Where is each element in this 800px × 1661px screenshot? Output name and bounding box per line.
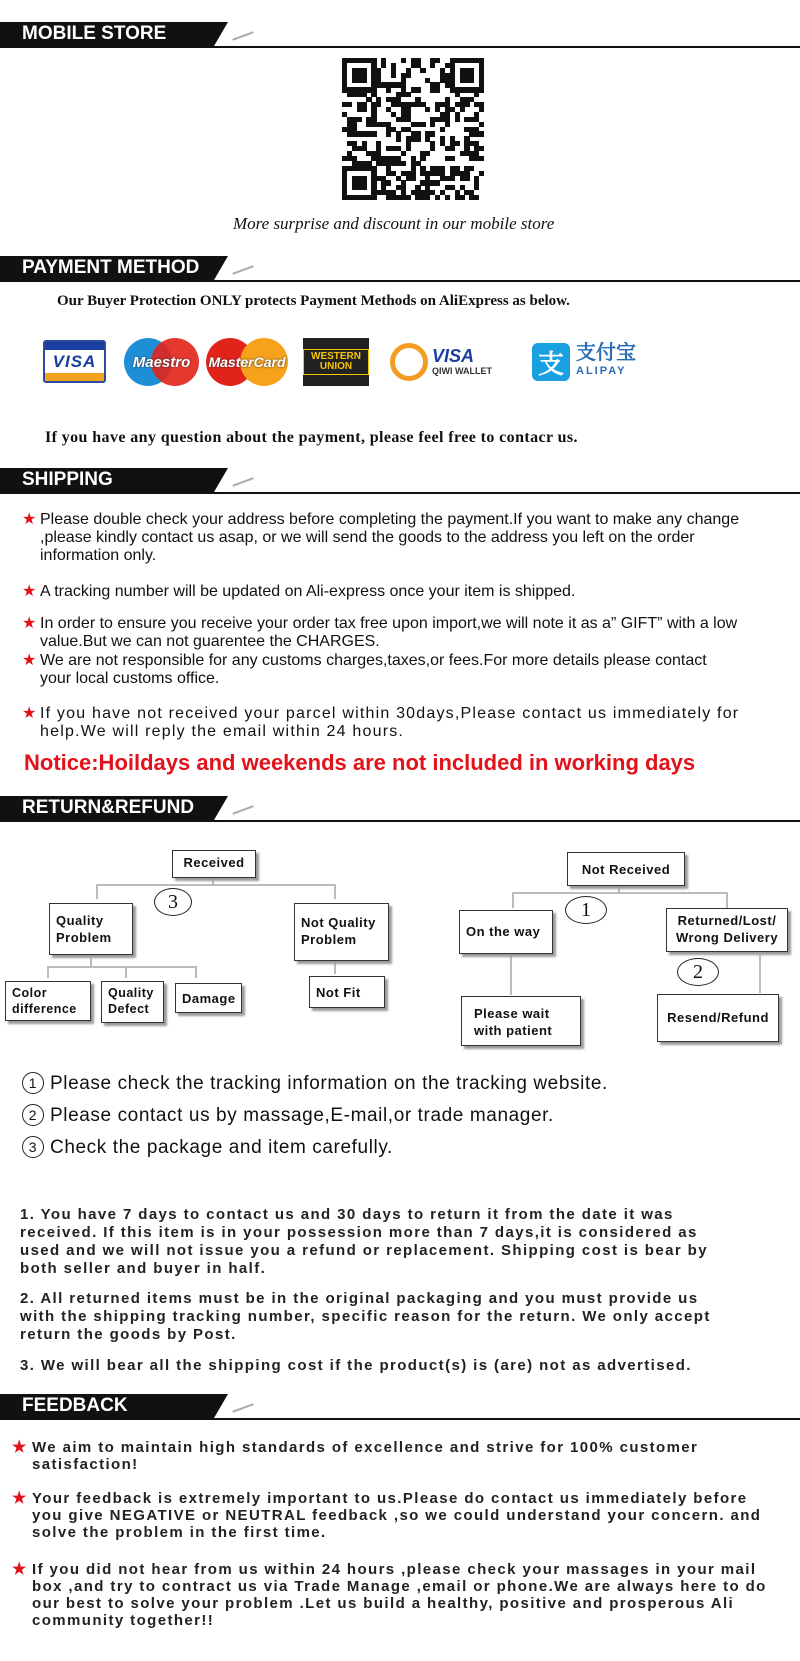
- qiwi-visa-text: VISA: [432, 346, 475, 366]
- alipay-cn-text: 支付宝: [576, 342, 636, 364]
- alipay-en-text: ALIPAY: [576, 365, 627, 377]
- shipping-item: ★ A tracking number will be updated on Ali-express once your item is shipped.: [22, 583, 576, 600]
- shipping-item: ★ If you have not received your parcel within 30days,Please contact us immediately for help.We will reply the email within 24 hours.: [22, 705, 740, 740]
- section-title: FEEDBACK: [0, 1394, 214, 1418]
- section-title: SHIPPING: [0, 468, 214, 492]
- section-header-return-refund: [0, 796, 800, 826]
- flow-damage: Damage: [175, 983, 242, 1013]
- flow-step-1: 1: [565, 896, 607, 924]
- western-union-logo-text: WESTERN UNION: [303, 349, 369, 375]
- flow-returned-lost: Returned/Lost/ Wrong Delivery: [666, 908, 788, 952]
- shipping-item: ★ We are not responsible for any customs charges,taxes,or fees.For more details please contact your local customs office.: [22, 652, 707, 687]
- star-icon: ★: [22, 652, 37, 669]
- star-icon: ★: [12, 1490, 28, 1507]
- section-title: MOBILE STORE: [0, 22, 214, 46]
- return-term: 3. We will bear all the shipping cost if the product(s) is (are) not as advertised.: [20, 1357, 692, 1374]
- star-icon: ★: [22, 511, 37, 528]
- payment-intro: Our Buyer Protection ONLY protects Payment Methods on AliExpress as below.: [57, 293, 570, 309]
- flow-step-2: 2: [677, 958, 719, 986]
- flow-resend-refund: Resend/Refund: [657, 994, 779, 1042]
- section-header-shipping: [0, 468, 800, 498]
- flow-quality-defect: Quality Defect: [101, 981, 164, 1023]
- circled-number: 2: [22, 1104, 44, 1126]
- mastercard-logo: [206, 338, 288, 386]
- step-item: 1 Please check the tracking information on the tracking website.: [22, 1072, 608, 1095]
- flow-please-wait: Please wait with patient: [461, 996, 581, 1046]
- flow-not-fit: Not Fit: [309, 976, 385, 1008]
- section-header-mobile-store: [0, 22, 800, 52]
- mastercard-logo-text: MasterCard: [208, 354, 286, 370]
- star-icon: ★: [22, 583, 37, 600]
- alipay-logo: [532, 340, 647, 384]
- visa-logo-text: VISA: [52, 351, 97, 371]
- western-union-logo: [303, 338, 369, 386]
- shipping-item: ★ Please double check your address before completing the payment.If you want to make any change ,please kindly contact us asap, or we will send the goods to the address you left on the order information only.: [22, 511, 740, 564]
- flow-not-received: Not Received: [567, 852, 685, 886]
- flow-color-difference: Color difference: [5, 981, 91, 1021]
- flow-step-3: 3: [154, 888, 192, 916]
- return-term: 2. All returned items must be in the original packaging and you must provide us with the shipping tracking number, specific reason for the return. We only accept return the goods by Post.: [20, 1290, 711, 1343]
- qr-code[interactable]: [342, 58, 484, 200]
- star-icon: ★: [12, 1439, 28, 1456]
- qiwi-wallet-logo: [390, 338, 510, 386]
- circled-number: 3: [22, 1136, 44, 1158]
- star-icon: ★: [12, 1561, 28, 1578]
- section-header-feedback: [0, 1394, 800, 1424]
- feedback-item: ★ Your feedback is extremely important to us.Please do contact us immediately before you give NEGATIVE or NEUTRAL feedback ,so we could understand your concern. and solve the problem in the first time.: [12, 1490, 762, 1541]
- holiday-notice: Notice:Hoildays and weekends are not included in working days: [24, 750, 696, 775]
- star-icon: ★: [22, 615, 37, 632]
- feedback-item: ★ If you did not hear from us within 24 hours ,please check your massages in your mail box ,and try to contract us via Trade Manage ,email or phone.We are always here to do our best to solve your problem .Let us build a healthy, positive and prosperous Ali community together!!: [12, 1561, 767, 1629]
- return-term: 1. You have 7 days to contact us and 30 days to return it from the date it was received. If this item is in your possession more than 7 days,it is considered as used and we will not issue you a refund or replacement. Shipping cost is bear by both seller and buyer in half.: [20, 1206, 708, 1277]
- step-item: 3 Check the package and item carefully.: [22, 1136, 393, 1159]
- alipay-icon: 支: [532, 343, 570, 381]
- shipping-item: ★ In order to ensure you receive your order tax free upon import,we will note it as a” GIFT” with a low value.But we can not guarentee the CHARGES.: [22, 615, 738, 650]
- maestro-logo-text: Maestro: [132, 353, 191, 371]
- section-header-payment-method: [0, 256, 800, 286]
- section-title: PAYMENT METHOD: [0, 256, 214, 280]
- qiwi-wallet-text: QIWI WALLET: [432, 366, 492, 376]
- payment-question: If you have any question about the payment, please feel free to contacr us.: [45, 429, 578, 446]
- mobile-store-caption: More surprise and discount in our mobile store: [233, 214, 555, 233]
- flow-on-the-way: On the way: [459, 910, 553, 954]
- flow-received: Received: [172, 850, 256, 878]
- star-icon: ★: [22, 705, 38, 722]
- feedback-item: ★ We aim to maintain high standards of excellence and strive for 100% customer satisfaction!: [12, 1439, 699, 1473]
- flow-not-quality-problem: Not Quality Problem: [294, 903, 389, 961]
- circled-number: 1: [22, 1072, 44, 1094]
- flow-quality-problem: Quality Problem: [49, 903, 133, 955]
- step-item: 2 Please contact us by massage,E-mail,or trade manager.: [22, 1104, 554, 1127]
- section-title: RETURN&REFUND: [0, 796, 214, 820]
- maestro-logo: [124, 338, 199, 386]
- visa-logo: [43, 340, 106, 383]
